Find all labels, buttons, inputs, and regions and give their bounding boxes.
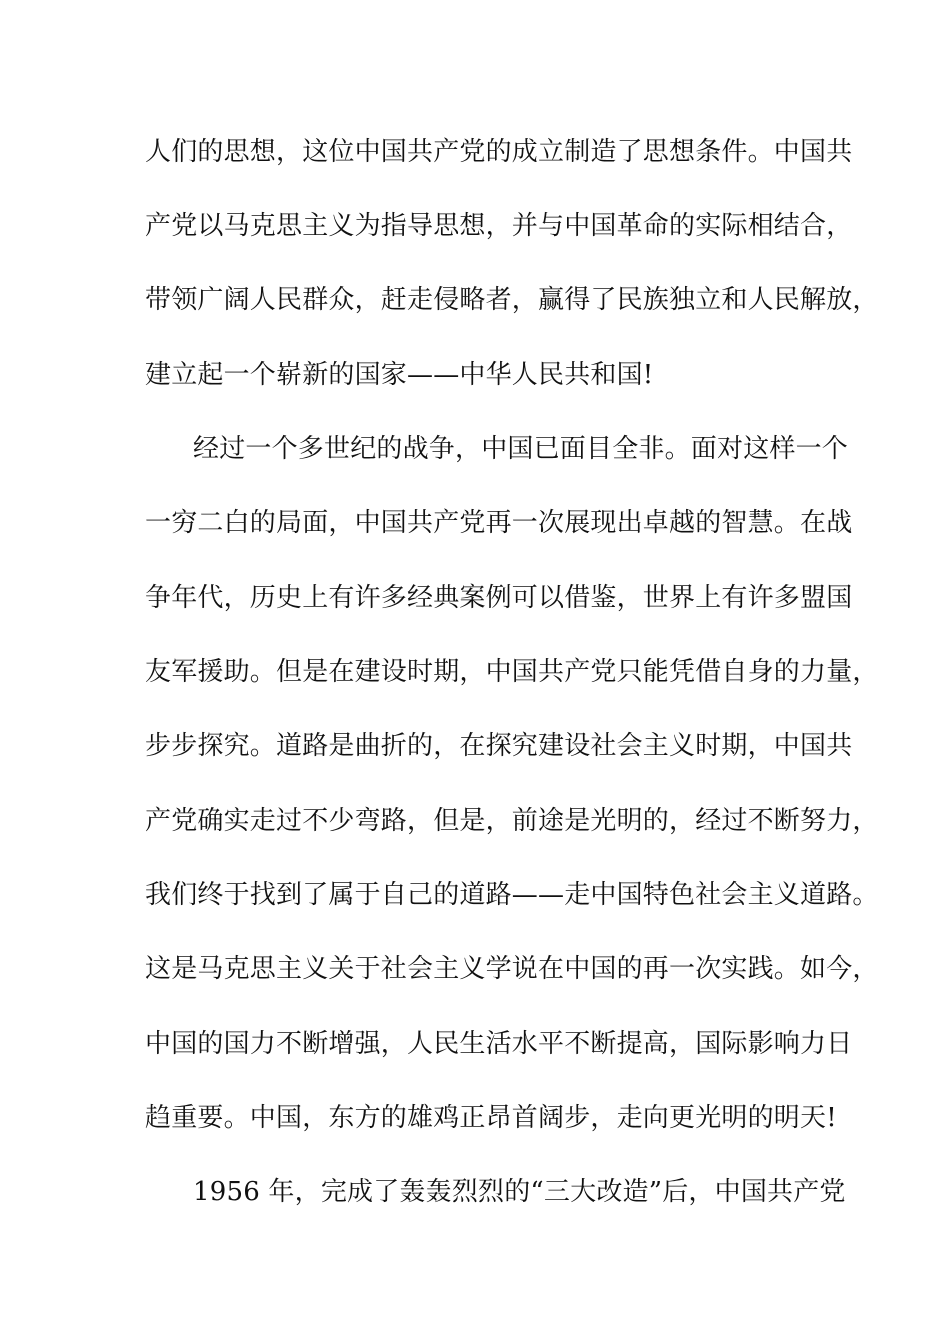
text-line: 经过一个多世纪的战争，中国已面目全非。面对这样一个 [193,434,849,464]
text-line: 产党以马克思主义为指导思想，并与中国革命的实际相结合， [145,211,853,241]
text-line: 我们终于找到了属于自己的道路——走中国特色社会主义道路。 [145,880,879,910]
text-line: 产党确实走过不少弯路，但是，前途是光明的，经过不断努力， [145,806,879,836]
text-line: 步步探究。道路是曲折的，在探究建设社会主义时期，中国共 [145,731,853,761]
text-line: 人们的思想，这位中国共产党的成立制造了思想条件。中国共 [145,137,853,167]
text-line: 争年代，历史上有许多经典案例可以借鉴，世界上有许多盟国 [145,583,853,613]
text-line: 趋重要。中国，东方的雄鸡正昂首阔步，走向更光明的明天! [145,1103,837,1133]
text-line: 建立起一个崭新的国家——中华人民共和国! [145,360,654,390]
text-line: 友军援助。但是在建设时期，中国共产党只能凭借自身的力量， [145,657,879,687]
text-line: 一穷二白的局面，中国共产党再一次展现出卓越的智慧。在战 [145,508,853,538]
text-line: 这是马克思主义关于社会主义学说在中国的再一次实践。如今， [145,954,879,984]
text-line: 1956 年，完成了轰轰烈烈的“三大改造”后，中国共产党 [193,1177,846,1207]
text-line: 带领广阔人民群众，赶走侵略者，赢得了民族独立和人民解放， [145,285,879,315]
text-line: 中国的国力不断增强，人民生活水平不断提高，国际影响力日 [145,1029,853,1059]
